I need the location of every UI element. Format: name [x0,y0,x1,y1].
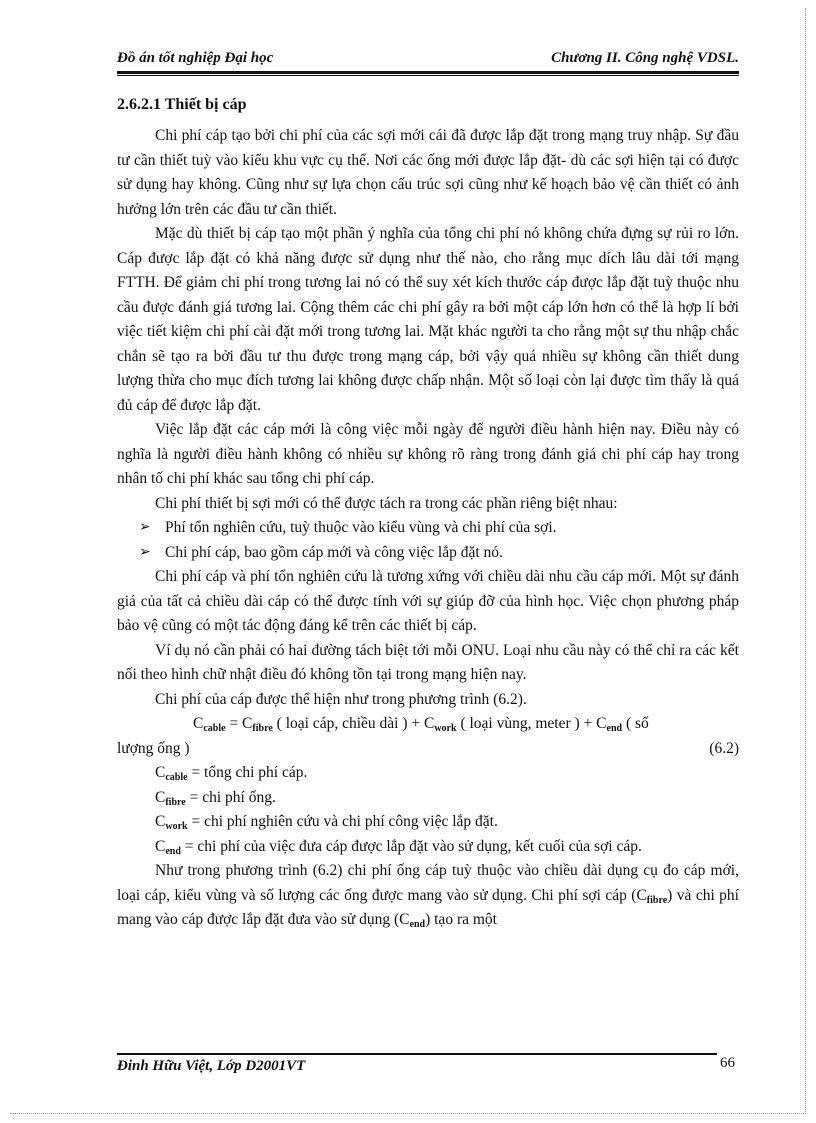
header-right-chapter: Chương II. Công nghệ VDSL. [551,50,739,66]
subscript: end [165,845,181,857]
page-number: 66 [720,1055,735,1071]
definition-text: = chi phí của việc đưa cáp được lắp đặt vào sử dụng, kết cuối của sợi cáp. [180,837,642,855]
page-header [117,50,739,70]
definition [117,786,739,811]
bullet-item [117,541,739,566]
subscript: cable [165,772,188,783]
header-rule-thin [117,75,739,76]
footer-author: Đinh Hữu Việt, Lớp D2001VT [117,1058,306,1074]
definition-symbol: C [155,837,166,855]
definition-text: = chi phí ống. [185,788,276,806]
definition-text: = chi phí nghiên cứu và chi phí công việc lắp đặt. [187,813,498,830]
equation-text: lượng ống ) [117,739,190,757]
arrow-bullet-icon: ➢ [139,520,151,535]
equation [117,712,739,737]
paragraph: Chi phí thiết bị sợi mới có thể được tách ra trong các phần riêng biệt nhau: [155,494,618,512]
section-heading: 2.6.2.1 Thiết bị cáp [117,96,247,113]
bullet-item [117,516,739,541]
definition [117,835,739,860]
bullet-text: Chi phí cáp, bao gồm cáp mới và công việc lắp đặt nó. [165,543,503,561]
definition [117,761,739,786]
subscript: fibre [252,723,273,734]
equation-text: = C [225,715,253,732]
definition-symbol: C [155,788,166,806]
subscript: fibre [646,894,668,906]
definition-symbol: C [155,764,166,781]
arrow-bullet-icon: ➢ [139,544,151,560]
paragraph-text: Như trong phương trình (6.2) chi phí ống cáp tuỳ thuộc vào chiều dài dụng cụ đo cáp mới, loại cáp, kiểu vùng và số lượng các ống được mang vào sử dụng. Chi phí sợi cáp (C [117,862,739,904]
subscript: end [409,919,426,930]
page-content [117,94,739,933]
equation-number: (6.2) [709,739,739,757]
subscript: cable [203,723,226,734]
definition [117,810,739,835]
equation-text: ( loại vùng, meter ) + C [456,715,607,732]
paragraph-text: ) và chi phí mang vào cáp được lắp đặt đưa vào sử dụng (C [117,886,739,928]
equation-continuation [117,737,739,762]
subscript: end [606,723,623,734]
equation-text: C [193,715,204,732]
header-left-title: Đồ án tốt nghiệp Đại học [117,50,274,66]
bullet-text: Phí tổn nghiên cứu, tuỳ thuộc vào kiểu vùng và chi phí của sợi. [165,519,557,536]
subscript: fibre [165,796,186,808]
paragraph [117,859,739,933]
definition-text: = tổng chi phí cáp. [187,764,308,781]
paragraph: Mặc dù thiết bị cáp tạo một phần ý nghĩa của tổng chi phí nó không chứa đựng sự rủi ro lớn. Cáp được lắp đặt có khả năng được sử dụng như thế nào, cho rằng mục dích lâu dài tới mạng FTTH. Để giảm chi phí trong tương lai nó có thể suy xét kích thước cáp được lắp đặt tuỳ thuộc nhu cầu được đánh giá tương lai. Cộng thêm các chi phí gây ra bởi một cáp lớn hơn có thể là hợp lí bởi việc tiết kiệm chi phí cài đặt mới trong tương lai. Mặt khác người ta cho rằng một sự thu nhập chắc chắn sẽ tạo ra bởi đầu tư thu được trong mạng cáp, bởi vậy quá nhiều sự không cần thiết dung lượng thừa cho mục đích tương lai không được chấp nhận. Một số loại còn lại được tìm thấy là quá đủ cáp để được lắp đặt. [117,225,739,414]
paragraph: Chi phí cáp tạo bởi chi phí của các sợi mới cái đã được lắp đặt trong mạng truy nhập. Sự đầu tư cần thiết tuỳ vào kiểu khu vực cụ thể. Nơi các ống mới được lắp đặt- dù các sợi hiện tại có được sử dụng hay không. Cũng như sự lựa chọn cấu trúc sợi cũng như kế hoạch bảo vệ cần thiết có ảnh hưởng lớn trên các đầu tư cần thiết. [117,127,739,218]
paragraph: Việc lắp đặt các cáp mới là công việc mỗi ngày để người điều hành hiện nay. Điều này có nghĩa là người điều hành không có nhiều sự không rõ ràng trong đánh giá chi phí cáp hay trong nhân tố chi phí khác sau tổng chi phí cáp. [117,421,739,487]
equation-text: ( loại cáp, chiều dài ) + C [272,715,435,732]
subscript: work [434,723,457,734]
equation-text: ( số [622,715,649,732]
paragraph: Chi phí của cáp được thể hiện như trong phương trình (6.2). [155,690,527,708]
paragraph: Chi phí cáp và phí tổn nghiên cứu là tương xứng với chiều dài nhu cầu cáp mới. Một sự đánh giá của tất cả chiều dài cáp có thể được tính với sự giúp đỡ của hình học. Việc chọn phương pháp bảo vệ cũng có một tác động đáng kể trên các thiết bị cáp. [117,568,739,634]
footer-rule [117,1053,717,1055]
paragraph-text: ) tạo ra một [425,911,497,928]
subscript: work [165,821,188,832]
header-rule [117,71,739,74]
definition-symbol: C [155,813,166,830]
paragraph: Ví dụ nó cần phải có hai đường tách biệt tới mỗi ONU. Loại nhu cầu này có thể chỉ ra các kết nối theo hình chữ nhật điều đó không tồn tại trong mạng hiện nay. [117,641,739,683]
